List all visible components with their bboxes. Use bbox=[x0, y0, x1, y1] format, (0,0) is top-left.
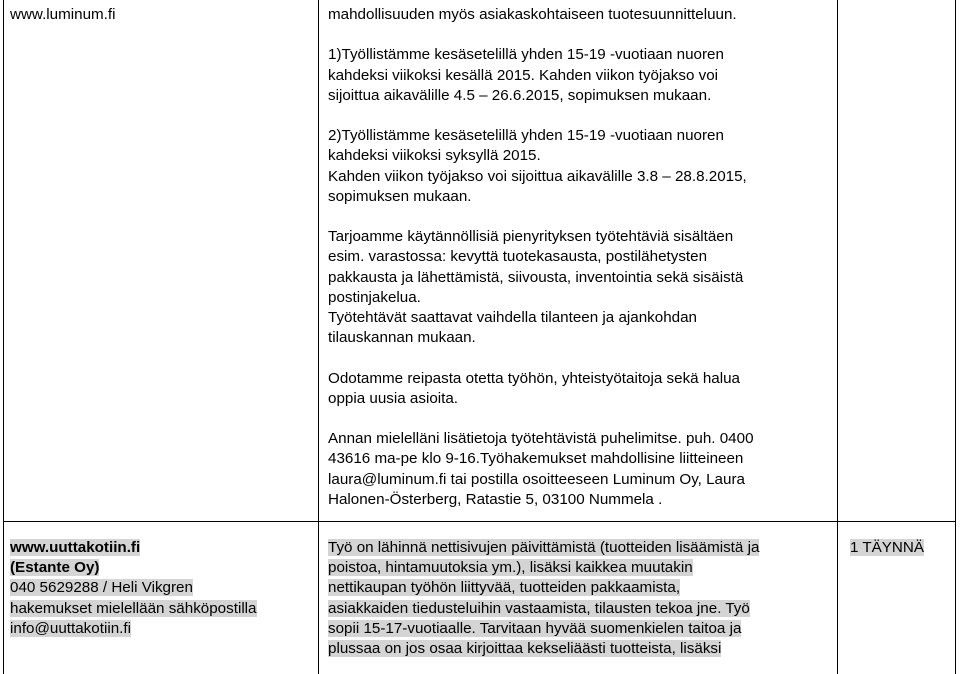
column-divider-1 bbox=[318, 0, 319, 674]
text-line: nettikaupan työhön liittyvää, tuotteiden pakkaamista, bbox=[328, 579, 681, 597]
text-line: Työtehtävät saattavat vaihdella tilanteen ja ajankohdan bbox=[328, 309, 697, 326]
text-line: tilauskannan mukaan. bbox=[328, 329, 476, 347]
text-line: Kahden viikon työjakso voi sijoittua aikavälille 3.8 – 28.8.2015, bbox=[328, 167, 747, 185]
text-line: esim. varastossa: kevyttä tuotekasausta, postilähetysten bbox=[328, 248, 708, 266]
paragraph-summer-job-1 bbox=[328, 45, 833, 106]
text-line: 1)Työllistämme kesäsetelillä yhden 15-19 -vuotiaan nuoren bbox=[328, 46, 724, 64]
text-line: laura@luminum.fi tai postilla osoitteeseen Luminum Oy, Laura bbox=[328, 470, 745, 488]
text-line: Tarjoamme käytännöllisiä pienyrityksen työtehtäviä sisältäen bbox=[328, 228, 734, 246]
paragraph-contact bbox=[328, 429, 833, 510]
company-cell-luminum bbox=[10, 5, 310, 25]
table-border-left bbox=[3, 0, 4, 674]
text-line: poistoa, hintamuutoksia ym.), lisäksi kaikkea muutakin bbox=[328, 559, 693, 577]
contact-email[interactable]: info@uuttakotiin.fi bbox=[10, 619, 131, 637]
text-line: plussaa on jos osaa kirjoittaa kekseliäästi tuotteista, lisäksi bbox=[328, 640, 722, 658]
text-line: sopimuksen mukaan. bbox=[328, 187, 472, 205]
column-divider-2 bbox=[837, 0, 838, 674]
text-line: sopii 15-17-vuotiaalle. Tarvitaan hyvää suomenkielen taitoa ja bbox=[328, 619, 742, 637]
text-line: Odotamme reipasta otetta työhön, yhteistyötaitoja sekä halua bbox=[328, 369, 740, 387]
paragraph-expectations bbox=[328, 369, 833, 409]
text-line: 2)Työllistämme kesäsetelillä yhden 15-19 -vuotiaan nuoren bbox=[328, 127, 724, 145]
job-description-uuttakotiin bbox=[328, 538, 833, 659]
text-line: Työ on lähinnä nettisivujen päivittämistä (tuotteiden lisäämistä ja bbox=[328, 539, 760, 556]
text-line: 43616 ma-pe klo 9-16.Työhakemukset mahdollisine liitteineen bbox=[328, 450, 744, 468]
text-line: mahdollisuuden myös asiakaskohtaiseen tuotesuunnitteluun. bbox=[328, 6, 737, 23]
job-description-luminum bbox=[328, 5, 833, 510]
slots-status: 1 TÄYNNÄ bbox=[850, 539, 924, 556]
company-website[interactable]: www.uuttakotiin.fi bbox=[10, 539, 141, 556]
paragraph-summer-job-2 bbox=[328, 126, 833, 207]
table-border-right bbox=[955, 0, 956, 674]
application-instructions: hakemukset mielellään sähköpostilla bbox=[10, 599, 257, 617]
paragraph-intro bbox=[328, 5, 833, 25]
row-divider bbox=[3, 521, 956, 522]
paragraph-tasks bbox=[328, 227, 833, 348]
company-cell-uuttakotiin bbox=[10, 538, 315, 639]
slots-cell bbox=[850, 538, 950, 558]
company-website[interactable]: www.luminum.fi bbox=[10, 6, 116, 23]
text-line: kahdeksi viikoksi syksyllä 2015. bbox=[328, 147, 541, 165]
contact-phone-person: 040 5629288 / Heli Vikgren bbox=[10, 579, 193, 597]
company-legal-name: (Estante Oy) bbox=[10, 559, 100, 577]
text-line: Annan mielelläni lisätietoja työtehtävistä puhelimitse. puh. 0400 bbox=[328, 430, 754, 448]
text-line: oppia uusia asioita. bbox=[328, 389, 459, 407]
text-line: asiakkaiden tiedusteluihin vastaamista, tilausten tekoa jne. Työ bbox=[328, 599, 750, 617]
text-line: kahdeksi viikoksi kesällä 2015. Kahden viikon työjakso voi bbox=[328, 66, 719, 84]
text-line: postinjakelua. bbox=[328, 288, 421, 306]
text-line: pakkausta ja lähettämistä, siivousta, inventointia sekä sisäistä bbox=[328, 268, 744, 286]
text-line: Halonen-Österberg, Ratastie 5, 03100 Nummela . bbox=[328, 490, 663, 508]
text-line: sijoittua aikavälille 4.5 – 26.6.2015, sopimuksen mukaan. bbox=[328, 86, 712, 104]
